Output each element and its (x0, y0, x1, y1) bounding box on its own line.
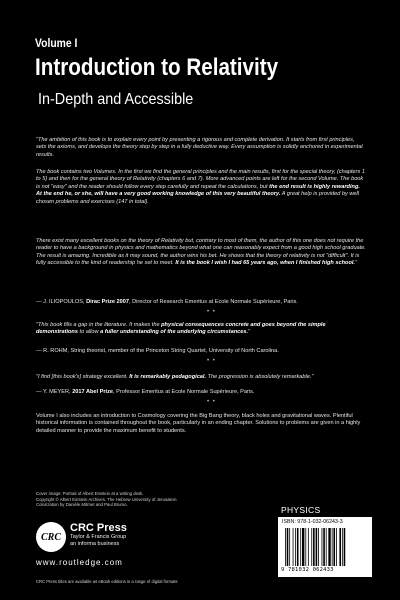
publisher-name: CRC Press (70, 522, 127, 534)
quote2-text-2: to allow (79, 329, 99, 336)
quote3-attr-rest: , Professor Emeritus at Ecole Normale Supérieure, Paris. (113, 389, 255, 395)
publisher-url: www.routledge.com (36, 558, 123, 567)
quote3-attribution (36, 389, 366, 396)
barcode-digits: 9 781032 062433 (281, 567, 334, 573)
credit-line-2: Copyright © Albert Einstein Archives, The Hebrew University of Jerusalem. (36, 496, 178, 502)
crc-logo-text: CRC (40, 531, 61, 543)
cover-credits (36, 491, 216, 508)
category-label: PHYSICS (281, 505, 321, 515)
separator-1: • • (207, 309, 216, 315)
credit-line-3: Colorization by Danièle Mitrnet and Paul Brumo. (36, 502, 128, 508)
closing-paragraph: Volume I also includes an introduction to Cosmology covering the Big Bang theory, black holes and gravitational waves. Plentiful historical information is contained throughout the book, particularly in an ending chapter. Solutions to problems are given in a highly detailed manner to provide the maximum benefit to students. (36, 413, 361, 434)
quote3-attr-name: — Y. MEYER, (36, 389, 71, 395)
quote3-text-bold: It is remarkably pedagogical. (129, 374, 207, 380)
quote2-text (36, 322, 366, 337)
quote3-text-2: The progression is absolutely remarkable." (207, 374, 314, 380)
separator-2: • • (207, 358, 216, 364)
volumes-text-2: A great help is provided by well chosen problems and exercises (147 in total). (36, 191, 359, 205)
ebook-note: CRC Press titles are available as eBook editions in a range of digital formats (36, 579, 178, 584)
quote1-attr-name: — J. ILIOPOULOS, (36, 299, 85, 305)
quote2-text-bold-2: a fuller understanding of the underlying circumstances. (100, 329, 249, 336)
books-text-bold: It is the book I wish I had 65 years ago, when I finished high school. (175, 260, 355, 267)
volumes-paragraph (36, 169, 366, 206)
credit-line-1: Cover image: Portrait of Albert Einstein at a writing desk. (36, 491, 144, 496)
isbn-box (278, 517, 372, 577)
quote3-text (36, 374, 366, 381)
publisher-block (70, 522, 180, 547)
publisher-group: Taylor & Francis Group (70, 534, 127, 540)
volumes-text-1: The book contains two Volumes. In the first we find the general principles and the main results, first for the special theory, (chapters 1 to 5) and then for the general theory of Relativity (chapters 6 and 7). More advanced points are left for the second Volume. The book is not "easy" and the reader should follow every step carefully and repeat the calculations, but (36, 169, 365, 190)
quote2-text-1: "This book fills a gap in the literature. It makes the (36, 322, 160, 328)
volumes-text-bold: the end result is highly rewarding. At the end he, or she, will have a very good working knowledge of this very beautiful theory. (36, 183, 360, 198)
quote2-close-quote: " (248, 329, 251, 336)
quote3-text-1: "I find [this book's] strategy excellent. (36, 374, 128, 380)
quote3-attr-prize: 2017 Abel Prize (72, 389, 114, 395)
crc-press-logo (36, 522, 66, 552)
separator-3: • • (207, 399, 216, 405)
publisher-tagline: an informa business (70, 540, 120, 547)
quote2-attribution: — R. ROHM, String theorist, member of the Princeton String Quartet, University of North Carolina. (36, 348, 279, 354)
isbn-label: ISBN: 978-1-032-06243-3 (282, 519, 343, 525)
book-title: Introduction to Relativity (35, 54, 279, 81)
books-paragraph (36, 238, 366, 268)
quote1-attr-rest: , Director of Research Emeritus at Ecole Normale Supérieure, Paris. (128, 299, 298, 305)
quote1-attr-prize: Dirac Prize 2007 (86, 299, 129, 305)
volume-label: Volume I (35, 38, 78, 50)
book-subtitle: In-Depth and Accessible (38, 91, 194, 108)
quote1-attribution (36, 299, 366, 306)
books-close-quote: " (354, 260, 357, 267)
quote2-text-bold-1: physical consequences concrete and goes beyond the simple demonstrations (36, 322, 326, 336)
barcode-icon (284, 528, 368, 566)
books-text-1: There exist many excellent books on the theory of Relativity but, contrary to most of them, the author of this one does not require the reader to have a background in physics and mathematics beyond what one can reasonably expect from a good high school graduate. The result is amazing. Incredible as it may sound, the author wins his bet. He shows that the theory of relativity is not "difficult". It is fully accessible to the kind of readership he set to meet. (36, 238, 366, 267)
intro-paragraph: "The ambition of this book is to explain every point by presenting a rigorous and complete derivation. It starts from first principles, sets the axioms, and develops the theory step by step in a fully deductive way. Every assumption is solidly anchored in experimental results. (36, 137, 363, 158)
